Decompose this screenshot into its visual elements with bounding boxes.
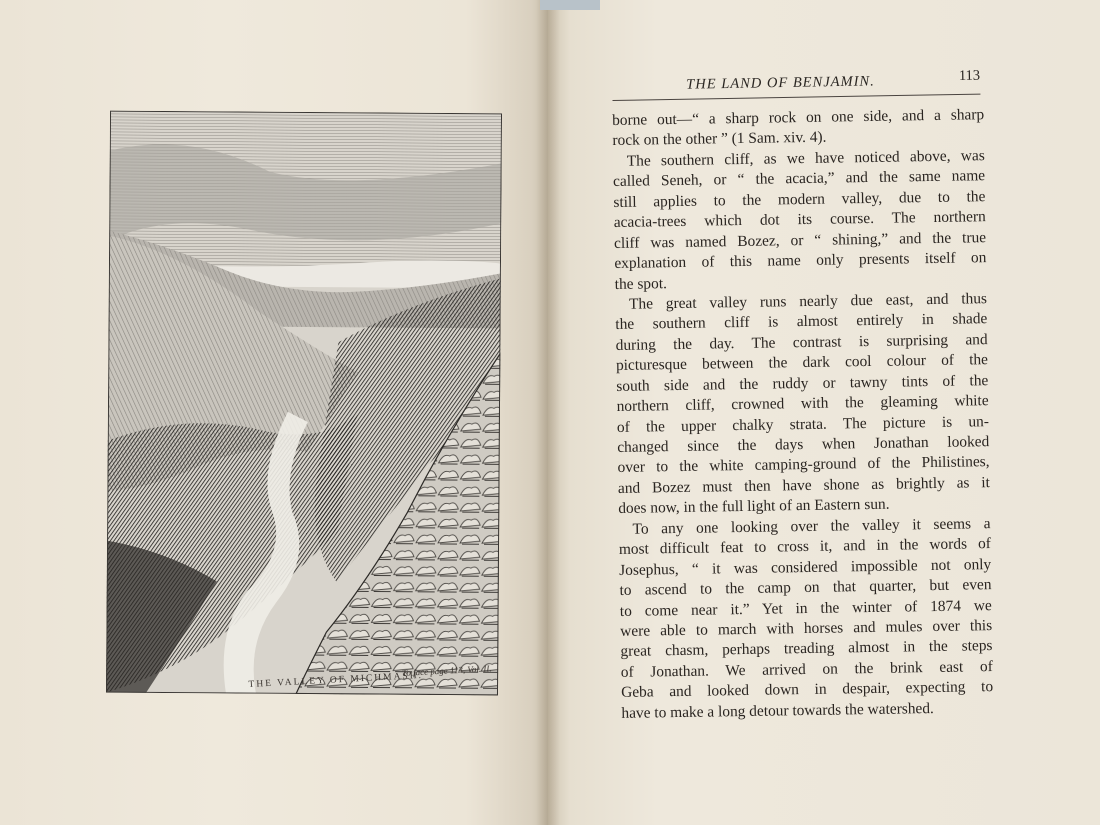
- text-line: rock on the other ” (1 Sam. xiv. 4).: [612, 129, 827, 150]
- text-line: the spot.: [614, 274, 668, 293]
- text-line: during the day. The contrast is surprising and: [615, 330, 988, 354]
- valley-engraving-image: [106, 111, 502, 696]
- text-line: borne out—“ a sharp rock on one side, and a sharp: [612, 106, 985, 129]
- background-edge: [540, 0, 600, 10]
- text-line: have to make a long detour towards the watershed.: [621, 699, 934, 722]
- text-line: The great valley runs nearly due east, and thus: [628, 290, 988, 313]
- text-line: changed since the days when Jonathan looked: [617, 433, 990, 456]
- text-line: the southern cliff is almost entirely in shade: [615, 310, 988, 334]
- text-line: and Bozez must then have shone as brightly as it: [617, 473, 991, 497]
- text-line: The southern cliff, as we have noticed above, was: [626, 147, 985, 170]
- left-page: [0, 0, 548, 825]
- text-line: Josephus, “ it was considered impossible not only: [619, 555, 992, 579]
- text-line: most difficult feat to cross it, and in the words of: [618, 535, 991, 559]
- text-line: To any one looking over the valley it seems a: [632, 514, 991, 538]
- text-line: south side and the ruddy or tawny tints of the: [616, 371, 989, 395]
- text-line: of Jonathan. We arrived on the brink east of: [620, 657, 993, 681]
- text-line: picturesque between the dark cool colour of the: [615, 351, 989, 375]
- text-line: still applies to the modern valley, due to the: [613, 187, 986, 211]
- text-line: great chasm, perhaps treading almost in the steps: [620, 637, 993, 661]
- text-line: called Seneh, or “ the acacia,” and the same name: [612, 167, 986, 191]
- text-line: cliff was named Bozez, or “ shining,” and the true: [613, 228, 987, 252]
- body-text: [612, 105, 994, 724]
- text-line: does now, in the full light of an Eastern sun.: [618, 496, 890, 518]
- book-gutter: [536, 0, 560, 825]
- text-line: to come near it.” Yet in the winter of 1874 we: [619, 596, 992, 620]
- text-line: explanation of this name only presents itself on: [614, 249, 987, 273]
- text-line: Geba and looked down in despair, expecting to: [621, 678, 994, 702]
- running-head-title: THE LAND OF BENJAMIN.: [686, 73, 875, 93]
- plate-note: To face page 113, Vol. II.: [401, 663, 492, 678]
- text-line: over to the white camping-ground of the Philistines,: [617, 453, 990, 477]
- engraving-plate: [106, 111, 502, 696]
- text-line: acacia-trees which dot its course. The northern: [613, 208, 986, 232]
- text-line: to ascend to the camp on that quarter, but even: [619, 576, 992, 600]
- text-line: northern cliff, crowned with the gleaming white: [616, 392, 989, 416]
- plate-title: THE VALLEY OF MICHMASH.: [248, 670, 424, 690]
- text-line: of the upper chalky strata. The picture is un-: [616, 412, 990, 436]
- page-number: 113: [958, 67, 981, 84]
- text-line: were able to march with horses and mules over this: [620, 617, 993, 640]
